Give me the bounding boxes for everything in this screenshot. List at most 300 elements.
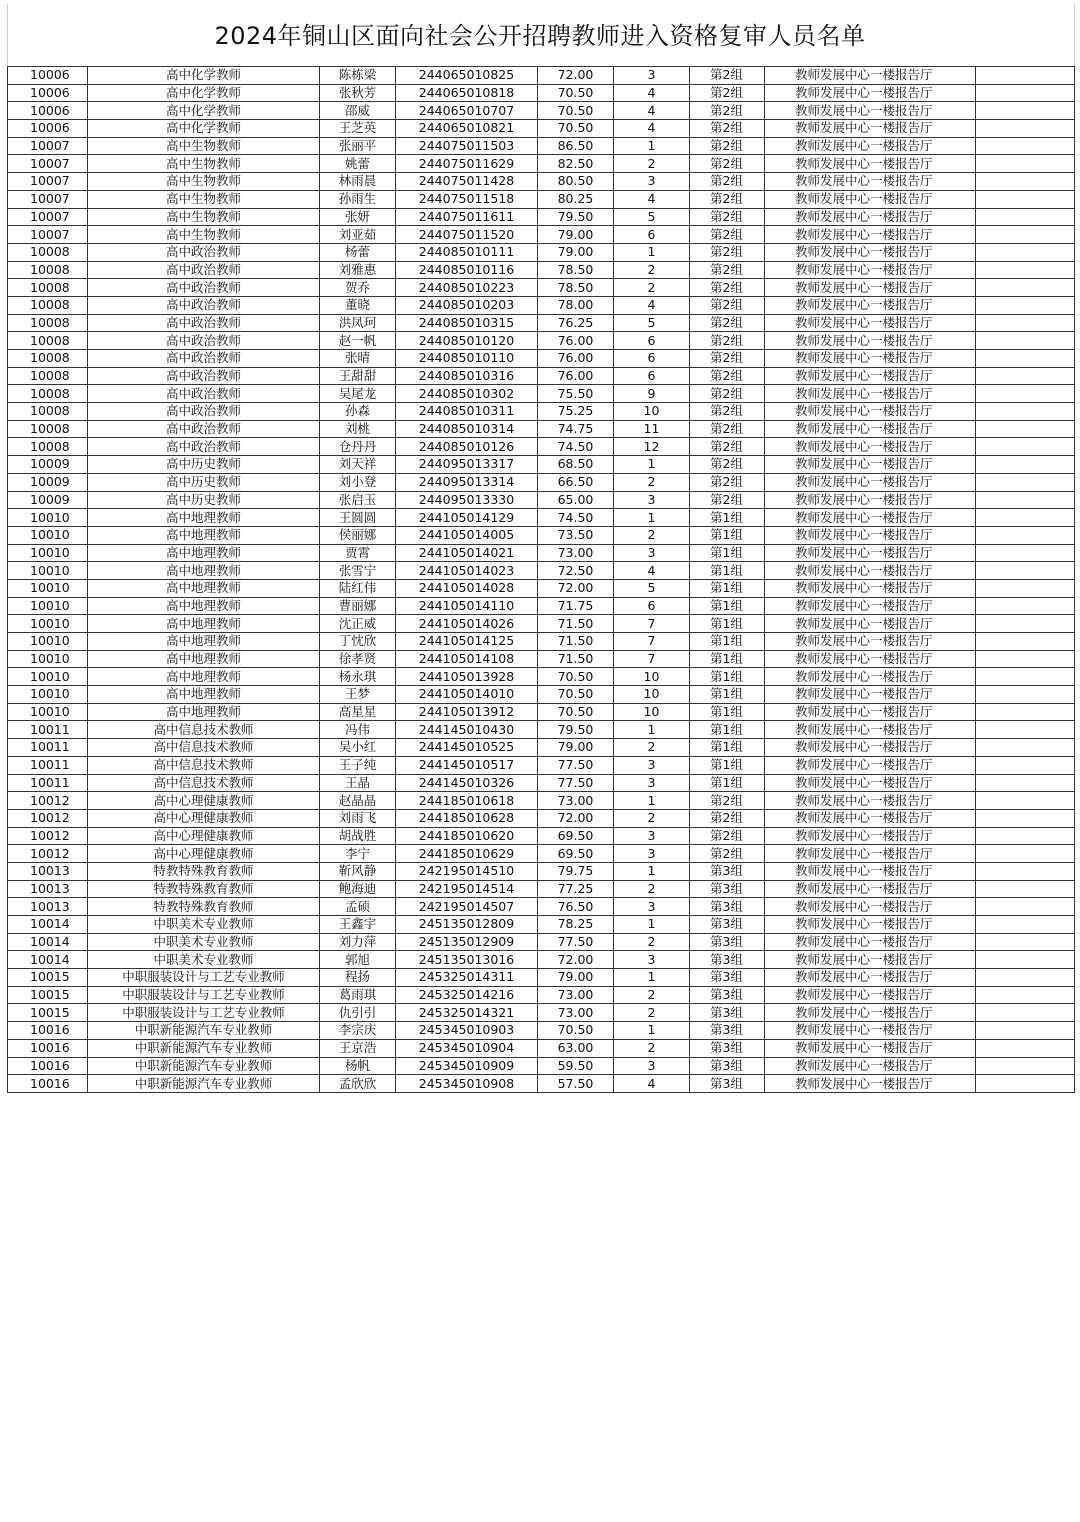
candidate-name-cell: 孙雨生 [320,190,396,208]
position-code-cell: 10012 [8,792,88,810]
ticket-number-cell: 244085010116 [396,261,538,279]
score-cell: 70.50 [538,102,614,120]
venue-cell: 教师发展中心一楼报告厅 [765,544,976,562]
position-name-cell: 高中地理教师 [88,526,320,544]
score-cell: 72.00 [538,67,614,85]
note-cell [976,473,1075,491]
candidate-name-cell: 张妍 [320,208,396,226]
position-code-cell: 10011 [8,739,88,757]
note-cell [976,756,1075,774]
ticket-number-cell: 244075011629 [396,155,538,173]
position-name-cell: 高中化学教师 [88,84,320,102]
rank-cell: 4 [614,102,690,120]
position-name-cell: 中职美术专业教师 [88,933,320,951]
position-name-cell: 中职新能源汽车专业教师 [88,1057,320,1075]
position-code-cell: 10009 [8,456,88,474]
score-cell: 74.75 [538,420,614,438]
position-code-cell: 10011 [8,756,88,774]
candidate-name-cell: 邵威 [320,102,396,120]
rank-cell: 1 [614,792,690,810]
venue-cell: 教师发展中心一楼报告厅 [765,668,976,686]
table-row [8,721,1075,739]
ticket-number-cell: 244085010120 [396,332,538,350]
group-cell: 第2组 [690,367,765,385]
venue-cell: 教师发展中心一楼报告厅 [765,756,976,774]
note-cell [976,208,1075,226]
group-cell: 第1组 [690,739,765,757]
position-name-cell: 高中历史教师 [88,456,320,474]
score-cell: 71.50 [538,615,614,633]
table-row [8,208,1075,226]
ticket-number-cell: 244185010628 [396,809,538,827]
candidate-name-cell: 姚蕾 [320,155,396,173]
score-cell: 79.00 [538,243,614,261]
candidate-name-cell: 王子纯 [320,756,396,774]
group-cell: 第3组 [690,933,765,951]
position-code-cell: 10010 [8,597,88,615]
ticket-number-cell: 244085010223 [396,279,538,297]
score-cell: 78.50 [538,261,614,279]
group-cell: 第2组 [690,67,765,85]
score-cell: 65.00 [538,491,614,509]
candidate-name-cell: 陈栋梁 [320,67,396,85]
note-cell [976,880,1075,898]
score-cell: 76.00 [538,332,614,350]
rank-cell: 3 [614,756,690,774]
group-cell: 第2组 [690,809,765,827]
position-code-cell: 10008 [8,403,88,421]
candidate-name-cell: 李宗庆 [320,1022,396,1040]
venue-cell: 教师发展中心一楼报告厅 [765,155,976,173]
position-name-cell: 高中政治教师 [88,279,320,297]
table-row [8,1022,1075,1040]
position-code-cell: 10011 [8,774,88,792]
venue-cell: 教师发展中心一楼报告厅 [765,686,976,704]
group-cell: 第1组 [690,703,765,721]
table-row [8,827,1075,845]
candidate-name-cell: 王鑫宇 [320,916,396,934]
ticket-number-cell: 244145010326 [396,774,538,792]
position-name-cell: 中职美术专业教师 [88,951,320,969]
note-cell [976,261,1075,279]
group-cell: 第1组 [690,650,765,668]
note-cell [976,650,1075,668]
group-cell: 第2组 [690,473,765,491]
score-cell: 78.00 [538,296,614,314]
group-cell: 第3组 [690,986,765,1004]
rank-cell: 5 [614,208,690,226]
venue-cell: 教师发展中心一楼报告厅 [765,279,976,297]
position-code-cell: 10010 [8,650,88,668]
candidate-name-cell: 程扬 [320,969,396,987]
score-cell: 71.50 [538,633,614,651]
score-cell: 73.00 [538,1004,614,1022]
note-cell [976,491,1075,509]
rank-cell: 1 [614,456,690,474]
candidate-name-cell: 王芝英 [320,120,396,138]
score-cell: 82.50 [538,155,614,173]
table-row [8,226,1075,244]
rank-cell: 3 [614,845,690,863]
candidate-name-cell: 刘小登 [320,473,396,491]
ticket-number-cell: 242195014514 [396,880,538,898]
score-cell: 73.00 [538,986,614,1004]
position-name-cell: 高中信息技术教师 [88,721,320,739]
venue-cell: 教师发展中心一楼报告厅 [765,137,976,155]
position-code-cell: 10006 [8,102,88,120]
position-name-cell: 高中心理健康教师 [88,792,320,810]
ticket-number-cell: 245325014321 [396,1004,538,1022]
score-cell: 70.50 [538,120,614,138]
rank-cell: 6 [614,367,690,385]
venue-cell: 教师发展中心一楼报告厅 [765,615,976,633]
position-name-cell: 高中信息技术教师 [88,774,320,792]
table-row [8,350,1075,368]
venue-cell: 教师发展中心一楼报告厅 [765,827,976,845]
group-cell: 第1组 [690,686,765,704]
position-code-cell: 10012 [8,827,88,845]
position-name-cell: 高中生物教师 [88,190,320,208]
candidate-name-cell: 吴小红 [320,739,396,757]
group-cell: 第2组 [690,120,765,138]
note-cell [976,137,1075,155]
group-cell: 第3组 [690,951,765,969]
position-code-cell: 10007 [8,190,88,208]
rank-cell: 1 [614,862,690,880]
rank-cell: 3 [614,898,690,916]
position-code-cell: 10012 [8,845,88,863]
rank-cell: 6 [614,597,690,615]
note-cell [976,173,1075,191]
group-cell: 第2组 [690,173,765,191]
score-cell: 76.00 [538,350,614,368]
score-cell: 80.25 [538,190,614,208]
ticket-number-cell: 244105014125 [396,633,538,651]
rank-cell: 3 [614,173,690,191]
group-cell: 第1组 [690,562,765,580]
position-code-cell: 10006 [8,120,88,138]
venue-cell: 教师发展中心一楼报告厅 [765,526,976,544]
group-cell: 第3组 [690,1039,765,1057]
venue-cell: 教师发展中心一楼报告厅 [765,420,976,438]
position-code-cell: 10014 [8,933,88,951]
candidate-name-cell: 孙森 [320,403,396,421]
candidate-name-cell: 胡战胜 [320,827,396,845]
position-code-cell: 10010 [8,703,88,721]
position-name-cell: 高中心理健康教师 [88,809,320,827]
note-cell [976,456,1075,474]
ticket-number-cell: 245135012809 [396,916,538,934]
table-row [8,190,1075,208]
score-cell: 79.75 [538,862,614,880]
candidate-name-cell: 冯伟 [320,721,396,739]
table-row [8,438,1075,456]
position-name-cell: 高中政治教师 [88,420,320,438]
note-cell [976,403,1075,421]
venue-cell: 教师发展中心一楼报告厅 [765,792,976,810]
position-name-cell: 高中化学教师 [88,67,320,85]
score-cell: 86.50 [538,137,614,155]
ticket-number-cell: 244105014005 [396,526,538,544]
ticket-number-cell: 244085010302 [396,385,538,403]
venue-cell: 教师发展中心一楼报告厅 [765,916,976,934]
position-name-cell: 中职新能源汽车专业教师 [88,1075,320,1093]
note-cell [976,579,1075,597]
candidate-name-cell: 贾霄 [320,544,396,562]
venue-cell: 教师发展中心一楼报告厅 [765,1075,976,1093]
position-code-cell: 10007 [8,208,88,226]
position-code-cell: 10007 [8,226,88,244]
candidate-name-cell: 仇引引 [320,1004,396,1022]
score-cell: 70.50 [538,703,614,721]
group-cell: 第2组 [690,190,765,208]
note-cell [976,739,1075,757]
group-cell: 第2组 [690,827,765,845]
score-cell: 68.50 [538,456,614,474]
group-cell: 第3组 [690,880,765,898]
score-cell: 69.50 [538,845,614,863]
position-name-cell: 高中生物教师 [88,155,320,173]
position-code-cell: 10008 [8,438,88,456]
candidate-name-cell: 王晶 [320,774,396,792]
rank-cell: 3 [614,491,690,509]
group-cell: 第2组 [690,385,765,403]
group-cell: 第3组 [690,862,765,880]
rank-cell: 10 [614,686,690,704]
rank-cell: 3 [614,544,690,562]
rank-cell: 10 [614,668,690,686]
score-cell: 71.50 [538,650,614,668]
position-code-cell: 10013 [8,880,88,898]
rank-cell: 2 [614,809,690,827]
note-cell [976,350,1075,368]
position-code-cell: 10010 [8,668,88,686]
venue-cell: 教师发展中心一楼报告厅 [765,385,976,403]
position-name-cell: 高中生物教师 [88,137,320,155]
group-cell: 第2组 [690,296,765,314]
venue-cell: 教师发展中心一楼报告厅 [765,509,976,527]
venue-cell: 教师发展中心一楼报告厅 [765,350,976,368]
position-code-cell: 10008 [8,332,88,350]
group-cell: 第1组 [690,774,765,792]
venue-cell: 教师发展中心一楼报告厅 [765,845,976,863]
score-cell: 77.50 [538,756,614,774]
score-cell: 66.50 [538,473,614,491]
table-row [8,137,1075,155]
rank-cell: 4 [614,190,690,208]
score-cell: 69.50 [538,827,614,845]
group-cell: 第2组 [690,279,765,297]
position-name-cell: 高中心理健康教师 [88,827,320,845]
rank-cell: 6 [614,226,690,244]
candidate-name-cell: 张秋芳 [320,84,396,102]
group-cell: 第1组 [690,526,765,544]
venue-cell: 教师发展中心一楼报告厅 [765,703,976,721]
score-cell: 77.25 [538,880,614,898]
candidate-name-cell: 曹丽娜 [320,597,396,615]
position-name-cell: 高中地理教师 [88,544,320,562]
group-cell: 第2组 [690,332,765,350]
venue-cell: 教师发展中心一楼报告厅 [765,102,976,120]
candidate-name-cell: 葛雨琪 [320,986,396,1004]
table-row [8,951,1075,969]
table-row [8,845,1075,863]
score-cell: 59.50 [538,1057,614,1075]
ticket-number-cell: 244085010126 [396,438,538,456]
venue-cell: 教师发展中心一楼报告厅 [765,898,976,916]
note-cell [976,1004,1075,1022]
note-cell [976,102,1075,120]
position-name-cell: 特教特殊教育教师 [88,862,320,880]
candidate-name-cell: 徐孝贤 [320,650,396,668]
note-cell [976,120,1075,138]
ticket-number-cell: 244085010110 [396,350,538,368]
score-cell: 57.50 [538,1075,614,1093]
ticket-number-cell: 244105014028 [396,579,538,597]
table-row [8,491,1075,509]
ticket-number-cell: 244145010430 [396,721,538,739]
rank-cell: 2 [614,473,690,491]
position-code-cell: 10013 [8,862,88,880]
position-name-cell: 高中政治教师 [88,438,320,456]
note-cell [976,703,1075,721]
note-cell [976,951,1075,969]
ticket-number-cell: 244145010525 [396,739,538,757]
ticket-number-cell: 244105013912 [396,703,538,721]
score-cell: 79.00 [538,739,614,757]
position-code-cell: 10007 [8,173,88,191]
note-cell [976,792,1075,810]
ticket-number-cell: 244105014129 [396,509,538,527]
ticket-number-cell: 245135013016 [396,951,538,969]
position-name-cell: 高中信息技术教师 [88,739,320,757]
ticket-number-cell: 244065010818 [396,84,538,102]
note-cell [976,633,1075,651]
score-cell: 70.50 [538,84,614,102]
position-name-cell: 高中地理教师 [88,597,320,615]
group-cell: 第2组 [690,420,765,438]
table-row [8,84,1075,102]
candidate-name-cell: 刘雨飞 [320,809,396,827]
rank-cell: 2 [614,526,690,544]
table-row [8,473,1075,491]
ticket-number-cell: 245345010909 [396,1057,538,1075]
candidate-name-cell: 王梦 [320,686,396,704]
table-row [8,332,1075,350]
table-row [8,597,1075,615]
rank-cell: 1 [614,243,690,261]
note-cell [976,615,1075,633]
note-cell [976,279,1075,297]
venue-cell: 教师发展中心一楼报告厅 [765,1004,976,1022]
group-cell: 第2组 [690,438,765,456]
score-cell: 80.50 [538,173,614,191]
group-cell: 第1组 [690,615,765,633]
candidate-name-cell: 张雪宁 [320,562,396,580]
group-cell: 第2组 [690,350,765,368]
position-name-cell: 高中地理教师 [88,650,320,668]
score-cell: 77.50 [538,774,614,792]
table-row [8,243,1075,261]
score-cell: 72.50 [538,562,614,580]
table-row [8,403,1075,421]
venue-cell: 教师发展中心一楼报告厅 [765,933,976,951]
candidate-name-cell: 张晴 [320,350,396,368]
ticket-number-cell: 244085010315 [396,314,538,332]
position-name-cell: 高中地理教师 [88,668,320,686]
ticket-number-cell: 244075011611 [396,208,538,226]
rank-cell: 10 [614,403,690,421]
venue-cell: 教师发展中心一楼报告厅 [765,562,976,580]
group-cell: 第2组 [690,491,765,509]
venue-cell: 教师发展中心一楼报告厅 [765,261,976,279]
score-cell: 73.00 [538,792,614,810]
position-code-cell: 10010 [8,509,88,527]
candidate-name-cell: 孟硕 [320,898,396,916]
venue-cell: 教师发展中心一楼报告厅 [765,67,976,85]
group-cell: 第2组 [690,456,765,474]
candidate-name-cell: 贺乔 [320,279,396,297]
rank-cell: 1 [614,916,690,934]
rank-cell: 7 [614,633,690,651]
ticket-number-cell: 245325014311 [396,969,538,987]
note-cell [976,526,1075,544]
rank-cell: 5 [614,314,690,332]
note-cell [976,721,1075,739]
group-cell: 第3组 [690,1057,765,1075]
table-row [8,1039,1075,1057]
position-name-cell: 高中心理健康教师 [88,845,320,863]
ticket-number-cell: 245345010903 [396,1022,538,1040]
table-row [8,420,1075,438]
score-cell: 74.50 [538,438,614,456]
note-cell [976,827,1075,845]
group-cell: 第1组 [690,721,765,739]
rank-cell: 2 [614,739,690,757]
position-code-cell: 10008 [8,243,88,261]
note-cell [976,438,1075,456]
venue-cell: 教师发展中心一楼报告厅 [765,579,976,597]
candidate-name-cell: 杨蕾 [320,243,396,261]
group-cell: 第1组 [690,544,765,562]
note-cell [976,509,1075,527]
venue-cell: 教师发展中心一楼报告厅 [765,296,976,314]
table-row [8,969,1075,987]
note-cell [976,898,1075,916]
rank-cell: 6 [614,350,690,368]
note-cell [976,774,1075,792]
score-cell: 78.50 [538,279,614,297]
score-cell: 79.50 [538,208,614,226]
ticket-number-cell: 244065010707 [396,102,538,120]
ticket-number-cell: 245345010904 [396,1039,538,1057]
position-code-cell: 10015 [8,1004,88,1022]
group-cell: 第2组 [690,102,765,120]
score-cell: 70.50 [538,668,614,686]
table-row [8,456,1075,474]
venue-cell: 教师发展中心一楼报告厅 [765,403,976,421]
rank-cell: 1 [614,509,690,527]
ticket-number-cell: 244075011428 [396,173,538,191]
candidate-name-cell: 仓丹丹 [320,438,396,456]
ticket-number-cell: 244085010314 [396,420,538,438]
ticket-number-cell: 244095013330 [396,491,538,509]
position-code-cell: 10008 [8,261,88,279]
candidate-name-cell: 孟欣欣 [320,1075,396,1093]
position-code-cell: 10010 [8,526,88,544]
ticket-number-cell: 245135012909 [396,933,538,951]
position-name-cell: 中职新能源汽车专业教师 [88,1039,320,1057]
